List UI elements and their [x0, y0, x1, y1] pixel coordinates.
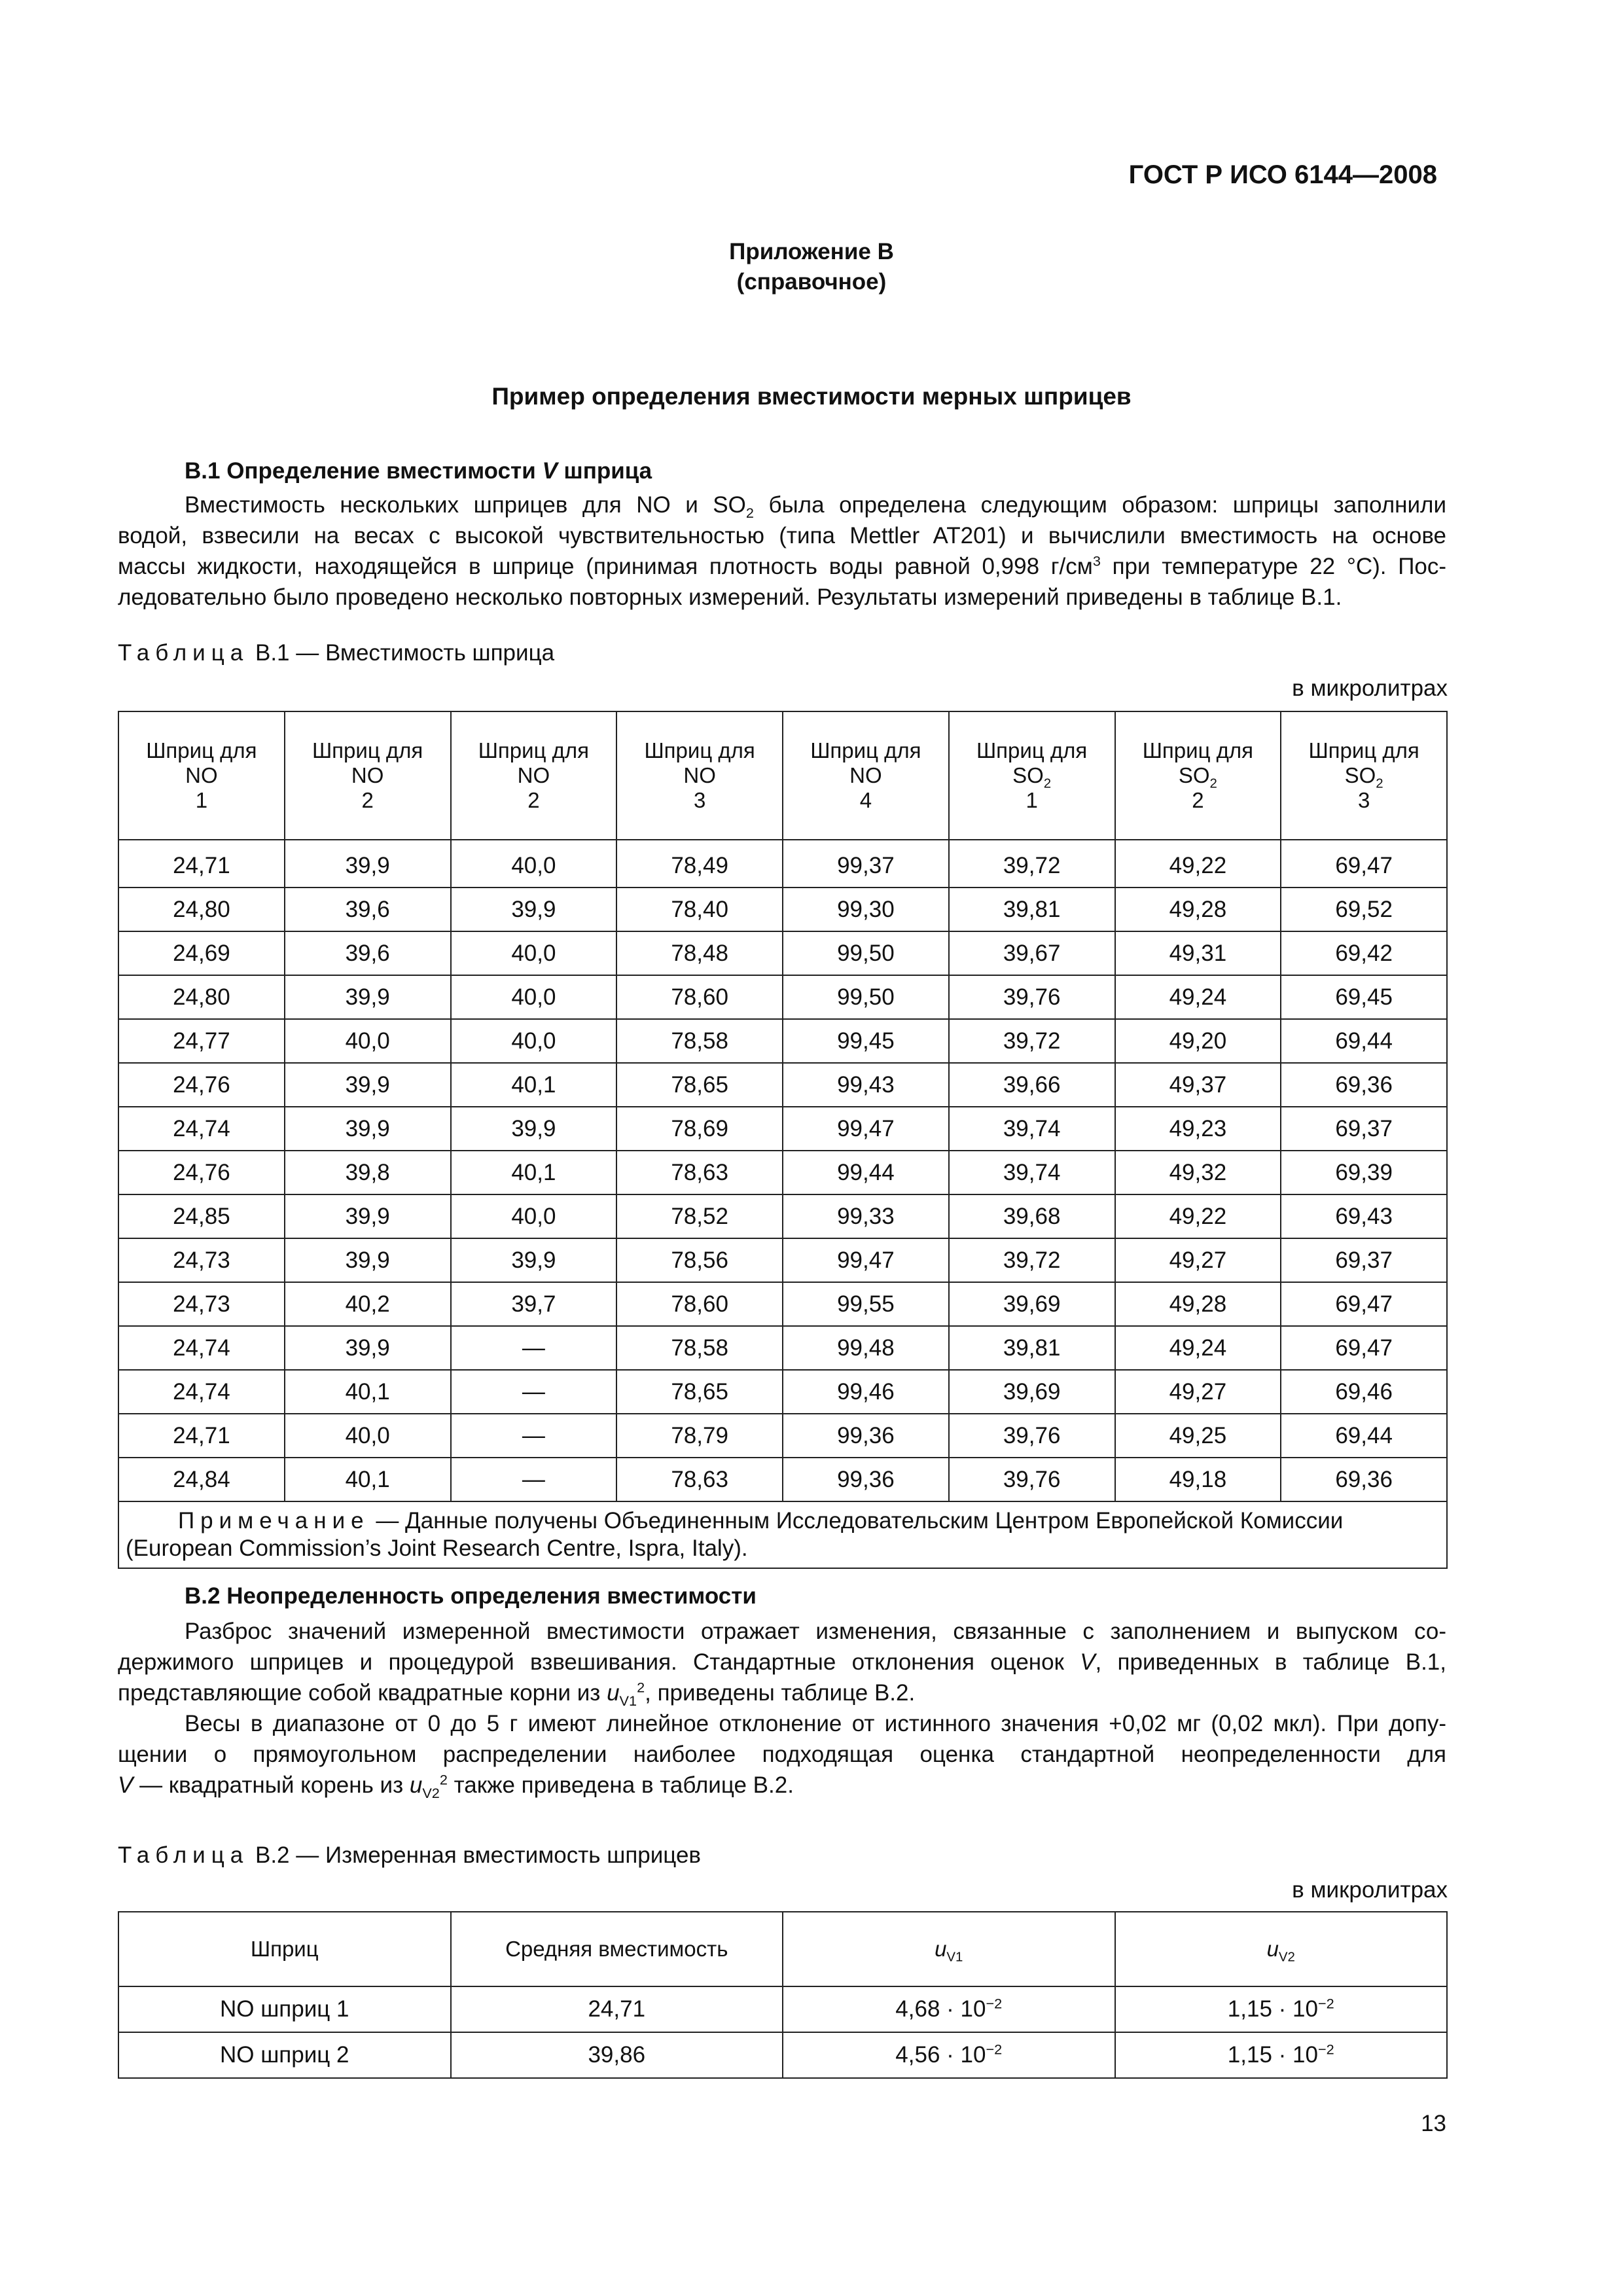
table-row [118, 1194, 1447, 1238]
table-cell: 24,74 [118, 1107, 285, 1151]
table-cell: 99,46 [783, 1370, 949, 1414]
table-cell: 24,84 [118, 1458, 285, 1501]
table-cell: 69,47 [1281, 1326, 1447, 1370]
paragraph-line: Разброс значений измеренной вместимости отражает изменения, связанные с заполнением и выпуском со- [185, 1619, 1446, 1644]
paragraph-line: держимого шприцев и процедурой взвешивания. Стандартные отклонения оценок V, приведенных в таблице В.1, [118, 1649, 1446, 1675]
table2-caption [118, 1842, 701, 1869]
table1-column-header: Шприц для $SO_2$ 3 [1281, 711, 1447, 840]
table-cell: 99,50 [783, 975, 949, 1019]
table-cell: 24,74 [118, 1326, 285, 1370]
table-row [118, 888, 1447, 931]
table-cell: 99,47 [783, 1107, 949, 1151]
table-cell: 39,74 [949, 1151, 1115, 1194]
table-cell: 39,76 [949, 1458, 1115, 1501]
table-cell: $4,68 \cdot 10^{-2}$ [783, 1986, 1115, 2032]
table-cell: 49,32 [1115, 1151, 1281, 1194]
table-cell: 69,36 [1281, 1063, 1447, 1107]
table-cell: 49,27 [1115, 1370, 1281, 1414]
table1-note [118, 1501, 1447, 1568]
paragraph-line: Весы в диапазоне от 0 до 5 г имеют линейное отклонение от истинного значения +0,02 мг (0,02 мкл). При допу- [185, 1711, 1446, 1736]
table-cell: 39,6 [285, 888, 451, 931]
table-cell: 24,80 [118, 975, 285, 1019]
table-cell: 39,9 [285, 1194, 451, 1238]
table-cell: 78,69 [616, 1107, 783, 1151]
table-cell: 39,86 [451, 2032, 783, 2078]
table-cell: $1,15 \cdot 10^{-2}$ [1115, 2032, 1448, 2078]
table2-measured-capacity [118, 1911, 1448, 2079]
table-row [118, 1282, 1447, 1326]
appendix-label: Приложение В [729, 239, 894, 264]
table-cell: 78,58 [616, 1326, 783, 1370]
table-cell: 39,8 [285, 1151, 451, 1194]
table-cell: 99,33 [783, 1194, 949, 1238]
table-row [118, 840, 1447, 888]
table1-column-header: Шприц для $SO_2$ 1 [949, 711, 1115, 840]
table-cell: 40,0 [285, 1414, 451, 1458]
table2-column-header: $u_{V1}$ [783, 1912, 1115, 1986]
table-cell: 69,47 [1281, 1282, 1447, 1326]
table2-units: в микролитрах [1292, 1877, 1448, 1903]
table-cell: 39,72 [949, 1019, 1115, 1063]
note-label: Примечание [178, 1508, 370, 1534]
table-row [118, 1326, 1447, 1370]
table-cell: 69,43 [1281, 1194, 1447, 1238]
table-cell: 40,1 [451, 1063, 617, 1107]
paragraph-line: V — квадратный корень из $u_{V2}^2$ также приведена в таблице В.2. [118, 1771, 794, 1801]
table-cell: 78,63 [616, 1151, 783, 1194]
table-cell: 39,69 [949, 1282, 1115, 1326]
page-number: 13 [1421, 2111, 1446, 2136]
table-cell: 49,31 [1115, 931, 1281, 975]
table-cell: 39,69 [949, 1370, 1115, 1414]
table-cell: 40,1 [285, 1458, 451, 1501]
table1-column-header: Шприц для NO 2 [285, 711, 451, 840]
paragraph-line: Вместимость нескольких шприцев для NO и $SO_2$ была определена следующим образом: шприцы заполнили [185, 492, 1447, 521]
table-cell: 40,0 [451, 1019, 617, 1063]
table-cell: 78,52 [616, 1194, 783, 1238]
appendix-type: (справочное) [736, 269, 887, 295]
table2-column-header: $u_{V2}$ [1115, 1912, 1448, 1986]
table-cell: 40,1 [451, 1151, 617, 1194]
table1-caption [118, 640, 554, 666]
table-cell: $1,15 \cdot 10^{-2}$ [1115, 1986, 1448, 2032]
table-cell: 99,36 [783, 1414, 949, 1458]
table-cell: 99,48 [783, 1326, 949, 1370]
table-cell: 39,67 [949, 931, 1115, 975]
table1-column-header: Шприц для NO 3 [616, 711, 783, 840]
table-cell: 39,9 [285, 1107, 451, 1151]
table-cell: 39,7 [451, 1282, 617, 1326]
table-cell: 24,73 [118, 1282, 285, 1326]
table-cell: 99,47 [783, 1238, 949, 1282]
table-row [118, 2032, 1447, 2078]
table-cell: 99,55 [783, 1282, 949, 1326]
table-cell: 69,42 [1281, 931, 1447, 975]
table-cell: 39,76 [949, 1414, 1115, 1458]
table1-syringe-capacity [118, 711, 1448, 1569]
table-cell: 99,45 [783, 1019, 949, 1063]
table-cell: 39,81 [949, 1326, 1115, 1370]
table-row [118, 1986, 1447, 2032]
table-cell: 39,6 [285, 931, 451, 975]
table-cell: 49,24 [1115, 1326, 1281, 1370]
table-cell: 69,36 [1281, 1458, 1447, 1501]
table-cell: 49,23 [1115, 1107, 1281, 1151]
table-row [118, 1238, 1447, 1282]
table1-units: в микролитрах [1292, 675, 1448, 701]
table-cell: 78,79 [616, 1414, 783, 1458]
table-header-row [118, 711, 1447, 840]
table-cell: 24,69 [118, 931, 285, 975]
table-cell: 39,9 [285, 1238, 451, 1282]
table-cell: 69,52 [1281, 888, 1447, 931]
table-cell: 24,85 [118, 1194, 285, 1238]
table-cell: 49,24 [1115, 975, 1281, 1019]
table-cell: 39,9 [285, 1326, 451, 1370]
table-cell: 39,81 [949, 888, 1115, 931]
section-heading-b2: В.2 Неопределенность определения вместимости [185, 1583, 757, 1609]
table-row [118, 1107, 1447, 1151]
paragraph-line: щении о прямоугольном распределении наиболее подходящая оценка стандартной неопределенности для [118, 1742, 1446, 1767]
table-cell: 40,0 [451, 1194, 617, 1238]
table-cell: 39,74 [949, 1107, 1115, 1151]
table-cell: 24,71 [118, 840, 285, 888]
table-cell: 69,45 [1281, 975, 1447, 1019]
table-cell: 49,22 [1115, 840, 1281, 888]
table-cell: 49,22 [1115, 1194, 1281, 1238]
table-cell: 78,63 [616, 1458, 783, 1501]
table-cell: 69,44 [1281, 1414, 1447, 1458]
table-cell: 99,44 [783, 1151, 949, 1194]
table-cell: 49,25 [1115, 1414, 1281, 1458]
table-row [118, 1458, 1447, 1501]
table-cell: 99,50 [783, 931, 949, 975]
table2-caption-text: В.2 — Измеренная вместимость шприцев [255, 1842, 701, 1868]
table-cell: 39,9 [285, 975, 451, 1019]
table-cell: 24,80 [118, 888, 285, 931]
table-cell: 24,76 [118, 1063, 285, 1107]
table-cell: 40,2 [285, 1282, 451, 1326]
table-cell: 40,0 [285, 1019, 451, 1063]
table-cell: 39,68 [949, 1194, 1115, 1238]
table-cell: 39,9 [451, 1238, 617, 1282]
table-cell: 24,71 [451, 1986, 783, 2032]
table-cell: 49,18 [1115, 1458, 1281, 1501]
table-cell: 69,46 [1281, 1370, 1447, 1414]
table-cell: 39,76 [949, 975, 1115, 1019]
table-cell: 24,74 [118, 1370, 285, 1414]
table1-column-header: Шприц для $SO_2$ 2 [1115, 711, 1281, 840]
table-cell: 69,39 [1281, 1151, 1447, 1194]
table-cell: 78,48 [616, 931, 783, 975]
table2-caption-prefix: Таблица [118, 1842, 249, 1868]
table-cell: 39,72 [949, 1238, 1115, 1282]
table-cell: 24,77 [118, 1019, 285, 1063]
table-cell: 39,9 [285, 1063, 451, 1107]
table-cell: 99,37 [783, 840, 949, 888]
table-cell: — [451, 1458, 617, 1501]
table1-caption-text: В.1 — Вместимость шприца [255, 640, 555, 666]
table1-note-row [118, 1501, 1447, 1568]
table-cell: $4,56 \cdot 10^{-2}$ [783, 2032, 1115, 2078]
table-cell: 49,20 [1115, 1019, 1281, 1063]
table-cell: 24,73 [118, 1238, 285, 1282]
section-b2-paragraph-1 [118, 1616, 1446, 1801]
table-cell: 99,30 [783, 888, 949, 931]
table-cell: 78,58 [616, 1019, 783, 1063]
table-cell: 78,65 [616, 1370, 783, 1414]
table-cell: 99,36 [783, 1458, 949, 1501]
section-b1-paragraph [118, 490, 1446, 613]
table-cell: 39,9 [285, 840, 451, 888]
table-cell: 39,72 [949, 840, 1115, 888]
table-cell: 39,9 [451, 1107, 617, 1151]
table-cell: 78,40 [616, 888, 783, 931]
table-row [118, 1019, 1447, 1063]
table1-column-header: Шприц для NO 2 [451, 711, 617, 840]
table-cell: 78,56 [616, 1238, 783, 1282]
table-cell: 99,43 [783, 1063, 949, 1107]
table2-column-header: Шприц [118, 1912, 451, 1986]
table-cell: 40,0 [451, 975, 617, 1019]
paragraph-line: водой, взвесили на весах с высокой чувствительностью (типа Mettler AT201) и вычислили вместимость на основе [118, 523, 1446, 548]
table-cell: 49,27 [1115, 1238, 1281, 1282]
table-header-row [118, 1912, 1447, 1986]
table-cell: 49,37 [1115, 1063, 1281, 1107]
table-cell: 69,47 [1281, 840, 1447, 888]
paragraph-line: ледовательно было проведено несколько повторных измерений. Результаты измерений приведены в таблице В.1. [118, 584, 1342, 610]
table1-caption-prefix: Таблица [118, 640, 249, 666]
section-heading-b1: В.1 Определение вместимости V шприца [185, 458, 652, 484]
table-cell: 39,66 [949, 1063, 1115, 1107]
table-cell: — [451, 1414, 617, 1458]
table-cell: 78,49 [616, 840, 783, 888]
paragraph-line: представляющие собой квадратные корни из $u_{V1}^2$, приведены таблице В.2. [118, 1679, 916, 1709]
table-cell: 40,1 [285, 1370, 451, 1414]
table-row [118, 975, 1447, 1019]
appendix-heading [0, 237, 1623, 297]
table-row [118, 1370, 1447, 1414]
table1-column-header: Шприц для NO 1 [118, 711, 285, 840]
document-standard-code: ГОСТ Р ИСО 6144—2008 [1128, 160, 1437, 189]
table-row [118, 1063, 1447, 1107]
table-cell: 78,60 [616, 975, 783, 1019]
table-cell: 49,28 [1115, 888, 1281, 931]
table-cell: 78,60 [616, 1282, 783, 1326]
table-cell: 69,44 [1281, 1019, 1447, 1063]
table-row [118, 1151, 1447, 1194]
table-cell: NO шприц 1 [118, 1986, 451, 2032]
table-cell: 24,76 [118, 1151, 285, 1194]
table-cell: 78,65 [616, 1063, 783, 1107]
table-cell: — [451, 1370, 617, 1414]
table-cell: 24,71 [118, 1414, 285, 1458]
table-row [118, 1414, 1447, 1458]
table2-column-header: Средняя вместимость [451, 1912, 783, 1986]
page-title: Пример определения вместимости мерных шприцев [491, 383, 1132, 410]
table-cell: 49,28 [1115, 1282, 1281, 1326]
paragraph-line: массы жидкости, находящейся в шприце (принимая плотность воды равной 0,998 $г/см^3$ при температуре 22 °С). Пос- [118, 552, 1446, 579]
table-cell: NO шприц 2 [118, 2032, 451, 2078]
table-cell: 69,37 [1281, 1107, 1447, 1151]
table-cell: 40,0 [451, 840, 617, 888]
note-text: — Данные получены Объединенным Исследовательским Центром Европейской Комиссии (European Commission’s Joint Research Centre, Ispra, Italy). [126, 1508, 1344, 1561]
table-row [118, 931, 1447, 975]
table-cell: 69,37 [1281, 1238, 1447, 1282]
table-cell: 39,9 [451, 888, 617, 931]
table1-column-header: Шприц для NO 4 [783, 711, 949, 840]
table-cell: — [451, 1326, 617, 1370]
table-cell: 40,0 [451, 931, 617, 975]
